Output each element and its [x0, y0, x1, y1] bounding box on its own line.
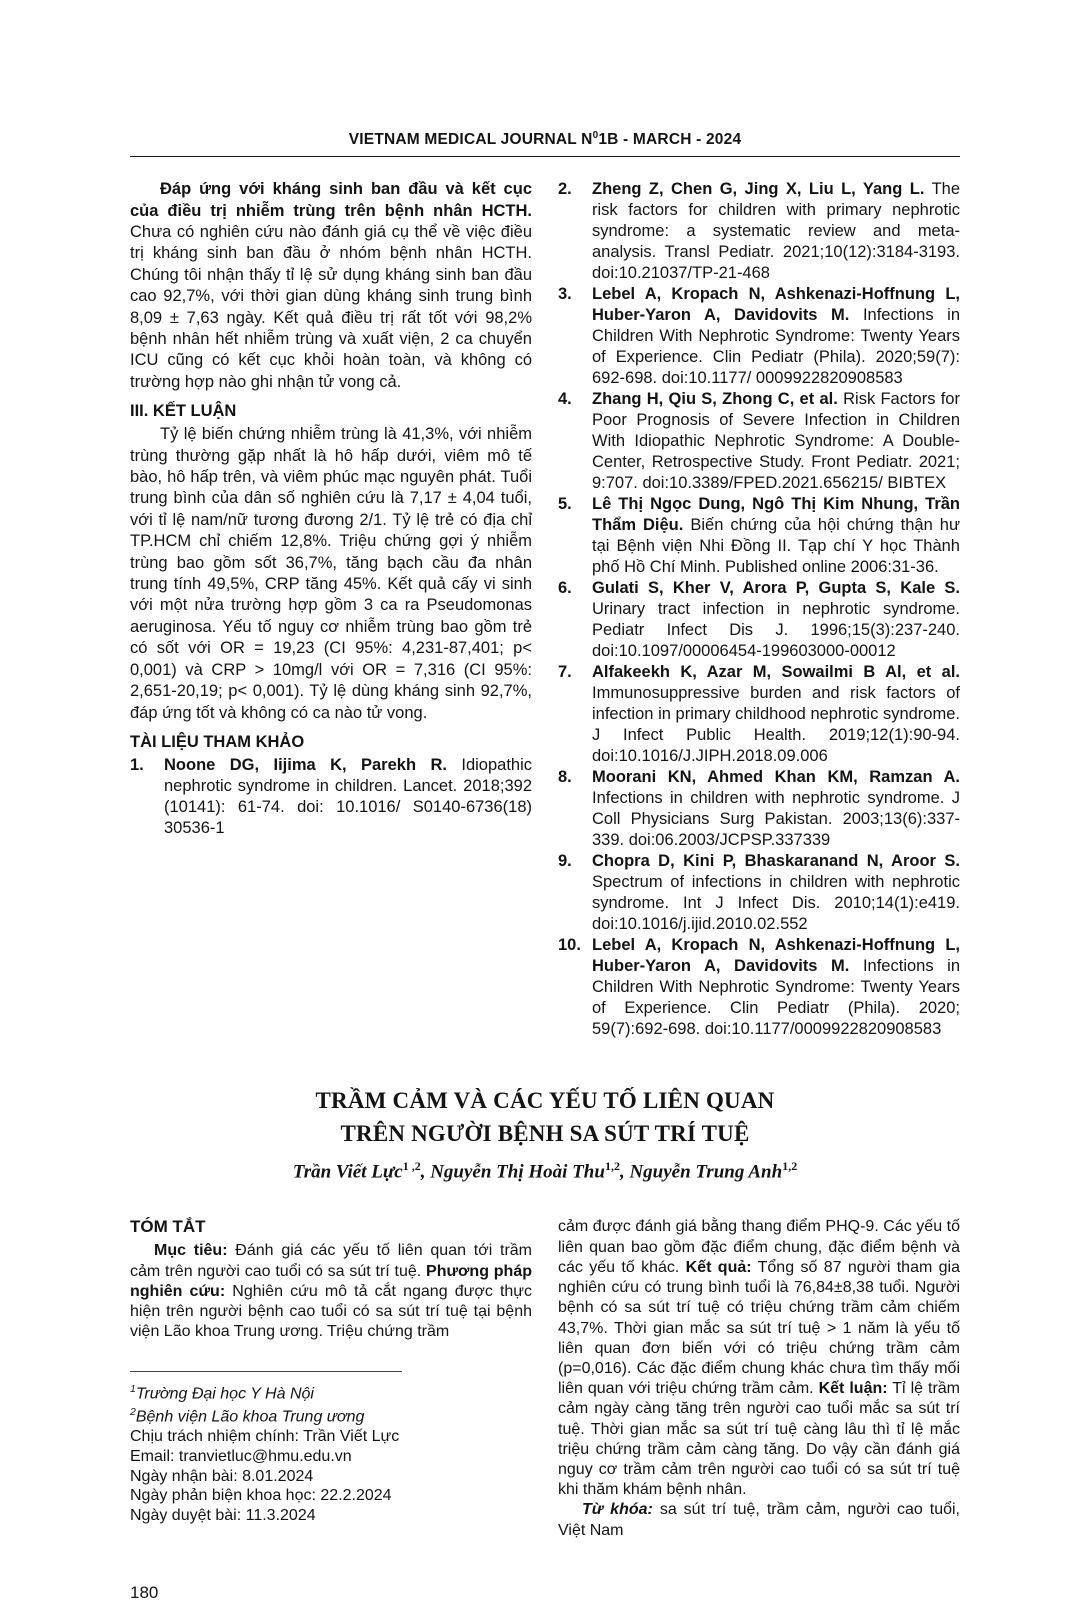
abstract-paragraph-right	[558, 1217, 960, 1500]
paragraph-lead-bold: Đáp ứng với kháng sinh ban đầu và kết cục của điều trị nhiễm trùng trên bệnh nhân HCTH.	[130, 180, 532, 220]
author-affiliation-sup: 1,2	[782, 1159, 798, 1174]
reference-number: 6.	[558, 579, 572, 598]
abstract-left-column	[130, 1217, 532, 1540]
journal-title-sup: 0	[592, 130, 599, 141]
reference-number: 8.	[558, 768, 572, 787]
reference-authors: Moorani KN, Ahmed Khan KM, Ramzan A.	[592, 768, 960, 787]
reference-text	[592, 662, 960, 767]
abstract-objective-text: Đánh giá các yếu tố liên quan tới trầm cảm trên người cao tuổi có sa sút trí tuệ.	[130, 1242, 533, 1280]
reference-item	[558, 494, 960, 578]
accepted-date-line: Ngày duyệt bài: 11.3.2024	[130, 1506, 316, 1524]
affiliation-text: Trường Đại học Y Hà Nội	[135, 1384, 314, 1402]
abstract-right-column	[558, 1217, 960, 1540]
reference-text	[592, 494, 960, 578]
antibiotic-response-paragraph	[130, 179, 532, 393]
reference-number: 4.	[558, 390, 572, 409]
reference-authors: Lebel A, Kropach N, Ashkenazi-Hoffnung L, Huber-Yaron A, Davidovits M.	[592, 285, 960, 325]
affiliation-sup: 1	[130, 1382, 136, 1395]
article-title-line2: TRÊN NGƯỜI BỆNH SA SÚT TRÍ TUỆ	[340, 1121, 750, 1147]
abstract-label-conclusion: Kết luận:	[818, 1380, 888, 1398]
reference-citation: The risk factors for children with primary nephrotic syndrome: a systematic review and meta-analysis. Transl Pediatr. 2021;10(12):3184-3193. doi:10.21037/TP-21-468	[592, 180, 961, 283]
keywords-paragraph	[558, 1500, 960, 1540]
reference-number: 3.	[558, 285, 572, 304]
reference-item	[130, 755, 532, 839]
footnote-divider	[130, 1371, 402, 1372]
reference-number: 5.	[558, 495, 572, 514]
reference-text	[164, 755, 532, 839]
email-line: Email: tranvietluc@hmu.edu.vn	[130, 1447, 352, 1465]
article-title-line1: TRẦM CẢM VÀ CÁC YẾU TỐ LIÊN QUAN	[315, 1088, 775, 1114]
reference-text	[592, 935, 960, 1040]
affiliation-line	[130, 1380, 532, 1404]
abstract-methods-text: Nghiên cứu mô tả cắt ngang được thực hiện trên người bệnh cao tuổi có sa sút trí tuệ tại bệnh viện Lão khoa Trung ương. Triệu chứng trầm	[130, 1282, 533, 1341]
reference-number: 9.	[558, 852, 572, 871]
reference-authors: Noone DG, Iijima K, Parekh R.	[164, 755, 447, 774]
reference-item	[558, 389, 960, 494]
reference-text	[592, 284, 960, 389]
reference-text	[592, 179, 960, 284]
top-right-column	[558, 179, 960, 1040]
reference-number: 10.	[558, 936, 581, 955]
reference-citation: Infections in children with nephrotic syndrome. J Coll Physicians Surg Pakistan. 2003;13(6):337-339. doi:06.2003/JCPSP.337339	[592, 789, 960, 850]
reference-citation: Risk Factors for Poor Prognosis of Severe Infection in Children With Idiopathic Nephrotic Syndrome: A Double-Center, Retrospective Study. Front Pediatr. 2021; 9:707. doi:10.3389/FPED.2021.656215/ BIBTEX	[592, 390, 960, 493]
reference-authors: Gulati S, Kher V, Arora P, Gupta S, Kale S.	[592, 579, 960, 598]
reference-number: 2.	[558, 180, 572, 199]
reference-authors: Zheng Z, Chen G, Jing X, Liu L, Yang L.	[592, 180, 925, 199]
reference-citation: Biến chứng của hội chứng thận hư tại Bệnh viện Nhi Đồng II. Tạp chí Y học Thành phố Hồ Chí Minh. Published online 2006:31-36.	[592, 516, 960, 577]
corresponding-author-line: Chịu trách nhiệm chính: Trần Viết Lực	[130, 1428, 400, 1446]
footnote-block	[130, 1371, 532, 1526]
reference-item	[558, 851, 960, 935]
reference-authors: Lebel A, Kropach N, Ashkenazi-Hoffnung L, Huber-Yaron A, Davidovits M.	[592, 936, 960, 976]
author-separator: ,	[420, 1161, 431, 1183]
reference-citation: Immunosuppressive burden and risk factors of infection in primary childhood nephrotic syndrome. J Infect Public Health. 2019;12(1):90-94. doi:10.1016/J.JIPH.2018.09.006	[592, 684, 960, 766]
abstract-continuation-text: cảm được đánh giá bằng thang điểm PHQ-9. Các yếu tố liên quan bao gồm đặc điểm chung, đặc điểm bệnh và các yếu tố khác.	[558, 1218, 960, 1276]
keywords-label: Từ khóa:	[582, 1501, 653, 1519]
reference-item	[558, 662, 960, 767]
reference-text	[592, 578, 960, 662]
received-date-line: Ngày nhận bài: 8.01.2024	[130, 1467, 314, 1485]
reference-text	[592, 389, 960, 494]
journal-title-post: 1B - MARCH - 2024	[598, 131, 742, 149]
keywords-text: sa sút trí tuệ, trầm cảm, người cao tuổi, Việt Nam	[558, 1501, 961, 1539]
author-affiliation-sup: 1,2	[604, 1159, 620, 1174]
reference-number: 7.	[558, 663, 572, 682]
reference-authors: Alfakeekh K, Azar M, Sowailmi B Al, et al.	[592, 663, 960, 682]
conclusion-paragraph: Tỷ lệ biến chứng nhiễm trùng là 41,3%, với nhiễm trùng thường gặp nhất là hô hấp dưới, viêm mô tế bào, hô hấp trên, và viêm phúc mạc nguyên phát. Tuổi trung bình của dân số nghiên cứu là 7,17 ± 4,04 tuổi, với tỉ lệ nam/nữ tương đương 2/1. Tỷ lệ trẻ có địa chỉ TP.HCM chỉ chiếm 12,8%. Triệu chứng gợi ý nhiễm trùng bao gồm sốt 36,7%, tăng bạch cầu đa nhân trung tính 49,5%, CRP tăng 45%. Kết quả cấy vi sinh với một nửa trường hợp gồm 3 ca ra Pseudomonas aeruginosa. Yếu tố nguy cơ nhiễm trùng bao gồm trẻ có sốt với OR = 19,23 (CI 95%: 4,231-87,401; p< 0,001) và CRP > 10mg/l với OR = 7,316 (CI 95%: 2,651-20,19; p< 0,001). Tỷ lệ dùng kháng sinh 92,7%, đáp ứng tốt và không có ca nào tử vong.	[130, 425, 532, 722]
article-title-block	[130, 1084, 960, 1183]
reference-authors: Chopra D, Kini P, Bhaskaranand N, Aroor S.	[592, 852, 960, 871]
author-affiliation-sup: 1 ,2	[402, 1159, 421, 1174]
author-name: Nguyễn Trung Anh	[629, 1161, 783, 1183]
author-separator: ,	[619, 1161, 630, 1183]
abstract-label-objective: Mục tiêu:	[154, 1242, 228, 1260]
reference-citation: Idiopathic nephrotic syndrome in children. Lancet. 2018;392 (10141): 61-74. doi: 10.1016/ S0140-6736(18) 30536-1	[164, 755, 532, 837]
reference-item	[558, 935, 960, 1040]
top-left-column	[130, 179, 532, 1040]
reference-item	[558, 578, 960, 662]
reference-citation: Infections in Children With Nephrotic Syndrome: Twenty Years of Experience. Clin Pediatr (Phila). 2020;59(7): 692-698. doi:10.1177/ 0009922820908583	[592, 306, 960, 388]
reference-item	[558, 767, 960, 851]
abstract-section	[130, 1217, 960, 1540]
affiliation-line	[130, 1403, 532, 1427]
reference-item	[558, 284, 960, 389]
abstract-label-results: Kết quả:	[685, 1258, 752, 1276]
journal-title-pre: VIETNAM MEDICAL JOURNAL N	[348, 131, 593, 149]
reference-authors: Lê Thị Ngọc Dung, Ngô Thị Kim Nhung, Trần Thẩm Diệu.	[592, 495, 960, 535]
reference-text	[592, 851, 960, 935]
abstract-conclusion-text: Tỉ lệ trầm cảm ngày càng tăng trên người cao tuổi mắc sa sút trí tuệ. Thời gian mắc sa sút trí tuệ càng lâu thì tỉ lệ mắc triệu chứng trầm cảm càng tăng. Do vậy cần đánh giá nguy cơ trầm cảm trên người cao tuổi có sa sút trí tuệ khi thăm khám bệnh nhân.	[558, 1380, 960, 1499]
reference-number: 1.	[130, 755, 144, 774]
abstract-heading: TÓM TẮT	[130, 1217, 206, 1237]
reference-text	[592, 767, 960, 851]
reference-citation: Infections in Children With Nephrotic Syndrome: Twenty Years of Experience. Clin Pediatr (Phila). 2020; 59(7):692-698. doi:10.1177/0009922820908583	[592, 957, 960, 1039]
abstract-results-text: Tổng số 87 người tham gia nghiên cứu có trung bình tuổi là 76,84±8,38 tuổi. Người bệnh có sa sút trí tuệ có triệu chứng trầm cảm chiếm 43,7%. Thời gian mắc sa sút trí tuệ > 1 năm là yếu tố liên quan đơn biến với có triệu chứng trầm cảm (p=0,016). Các đặc điểm chung khác chưa tìm thấy mối liên quan với triệu chứng trầm cảm.	[558, 1258, 961, 1398]
abstract-label-methods: Phương pháp nghiên cứu:	[130, 1262, 532, 1300]
journal-header	[130, 130, 960, 157]
conclusion-heading: III. KẾT LUẬN	[130, 402, 237, 421]
author-name: Trần Viết Lực	[292, 1161, 403, 1183]
top-section	[130, 179, 960, 1040]
reference-item	[558, 179, 960, 284]
abstract-paragraph-left	[130, 1241, 532, 1342]
author-name: Nguyễn Thị Hoài Thu	[430, 1161, 605, 1183]
page-number: 180	[130, 1582, 159, 1602]
affiliation-text: Bệnh viện Lão khoa Trung ương	[135, 1408, 365, 1426]
references-heading: TÀI LIỆU THAM KHẢO	[130, 732, 305, 751]
reviewed-date-line: Ngày phản biện khoa học: 22.2.2024	[130, 1487, 392, 1505]
article-authors	[130, 1159, 960, 1183]
paragraph-body-text: Chưa có nghiên cứu nào đánh giá cụ thể về việc điều trị kháng sinh ban đầu ở nhóm bệnh nhân HCTH. Chúng tôi nhận thấy tỉ lệ sử dụng kháng sinh ban đầu cao 92,7%, với thời gian dùng kháng sinh trung bình 8,09 ± 7,63 ngày. Kết quả điều trị rất tốt với 98,2% bệnh nhân hết nhiễm trùng và xuất viện, 2 ca chuyển ICU cũng có kết cục khỏi hoàn toàn, và không có trường hợp nào ghi nhận tử vong cả.	[130, 222, 532, 391]
reference-authors: Zhang H, Qiu S, Zhong C, et al.	[592, 390, 838, 409]
affiliation-sup: 2	[130, 1406, 136, 1419]
reference-citation: Spectrum of infections in children with nephrotic syndrome. Int J Infect Dis. 2010;14(1):e419. doi:10.1016/j.ijid.2010.02.552	[592, 873, 960, 934]
reference-citation: Urinary tract infection in nephrotic syndrome. Pediatr Infect Dis J. 1996;15(3):237-240. doi:10.1097/00006454-199603000-00012	[592, 600, 960, 661]
